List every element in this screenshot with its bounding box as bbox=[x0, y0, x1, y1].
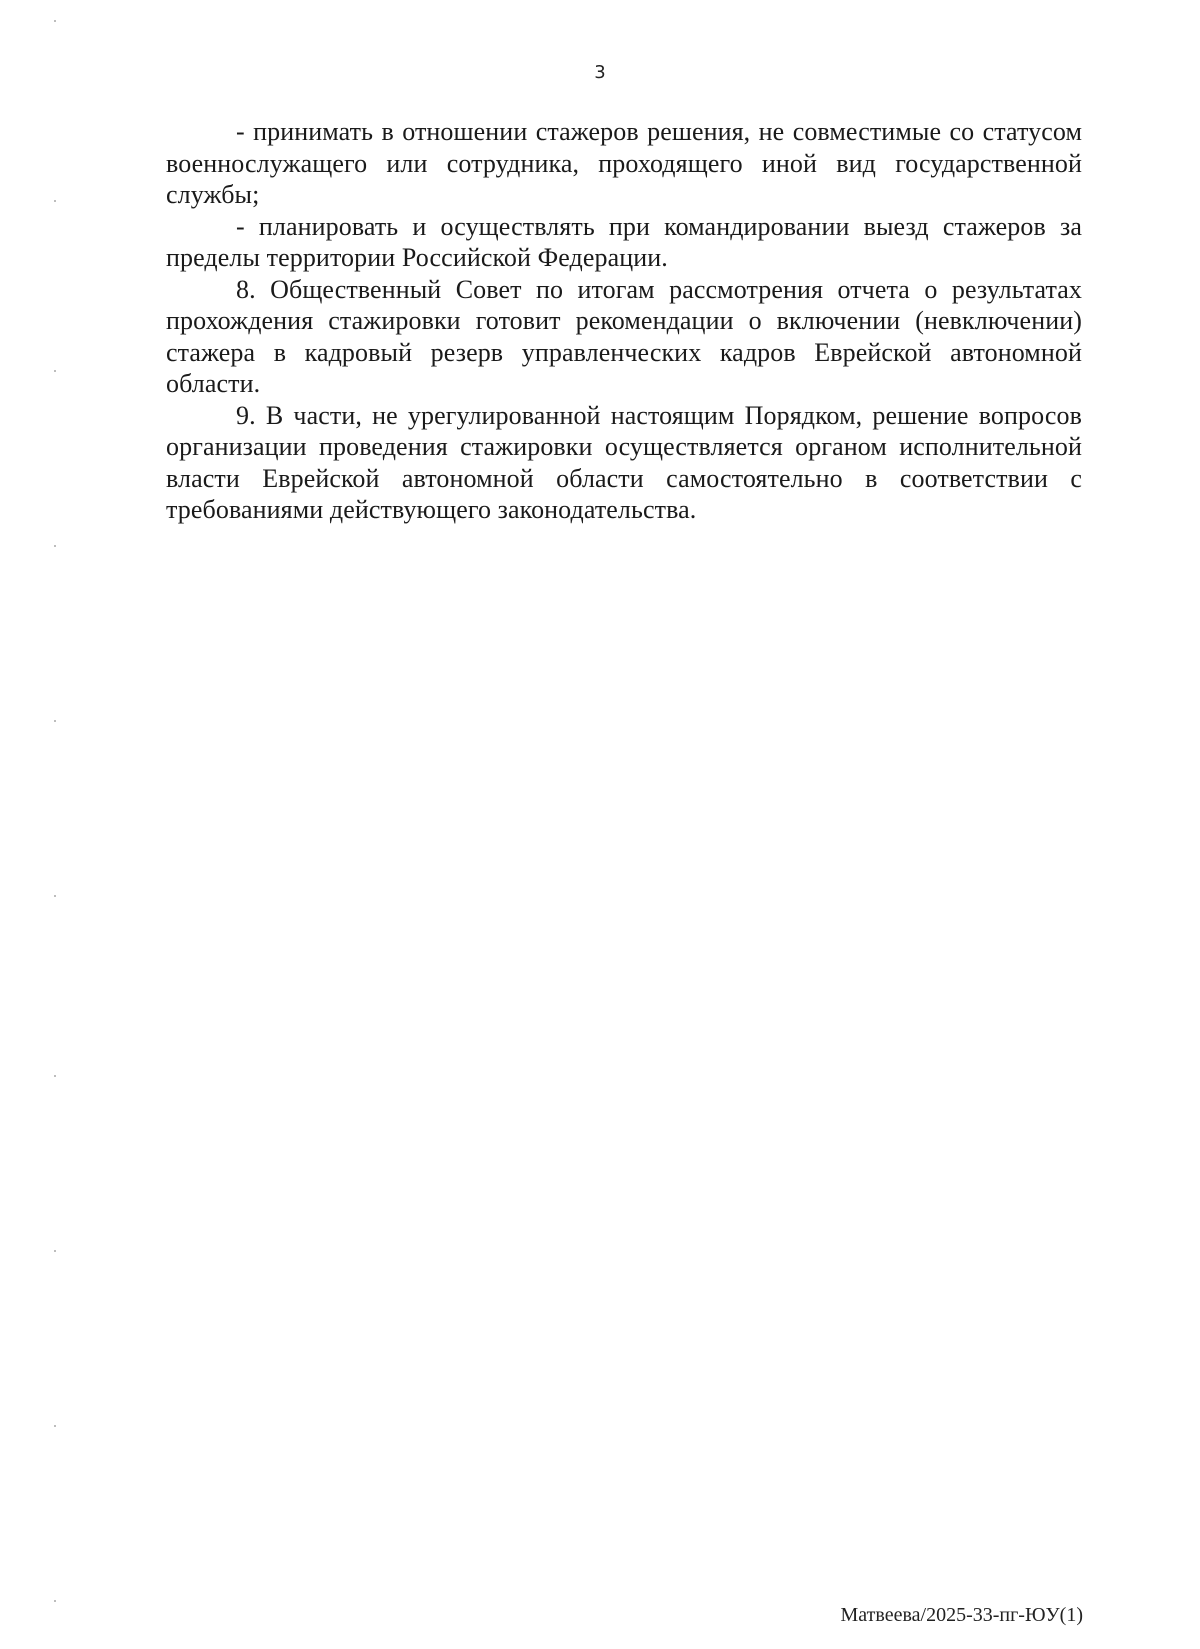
scan-margin-mark bbox=[54, 1250, 56, 1252]
paragraph-restriction-travel: - планировать и осуществлять при командировании выезд стажеров за пределы территории Российской Федерации. bbox=[166, 211, 1082, 272]
scan-margin-mark bbox=[54, 895, 56, 897]
scan-margin-mark bbox=[54, 1075, 56, 1077]
paragraph-restriction-decisions: - принимать в отношении стажеров решения, не совместимые со статусом военнослужащего или сотрудника, проходящего иной вид государственной службы; bbox=[166, 117, 1082, 209]
scan-margin-mark bbox=[54, 370, 56, 372]
scan-margin-mark bbox=[54, 200, 56, 202]
paragraph-item-8: 8. Общественный Совет по итогам рассмотрения отчета о результатах прохождения стажировки готовит рекомендации о включении (невключении) стажера в кадровый резерв управленческих кадров Еврейской автономной области. bbox=[166, 274, 1082, 398]
paragraph-item-9: 9. В части, не урегулированной настоящим Порядком, решение вопросов организации проведения стажировки осуществляется органом исполнительной власти Еврейской автономной области самостоятельно в соответствии с требованиями действующего законодательства. bbox=[166, 400, 1082, 524]
scan-margin-mark bbox=[54, 1600, 56, 1602]
page-number: 3 bbox=[594, 62, 606, 83]
scan-margin-mark bbox=[54, 720, 56, 722]
scan-margin-mark bbox=[54, 20, 56, 22]
scan-margin-mark bbox=[54, 545, 56, 547]
footer-document-code: Матвеева/2025-33-пг-ЮУ(1) bbox=[840, 1604, 1083, 1626]
scan-margin-mark bbox=[54, 1425, 56, 1427]
body-text bbox=[166, 116, 1082, 526]
